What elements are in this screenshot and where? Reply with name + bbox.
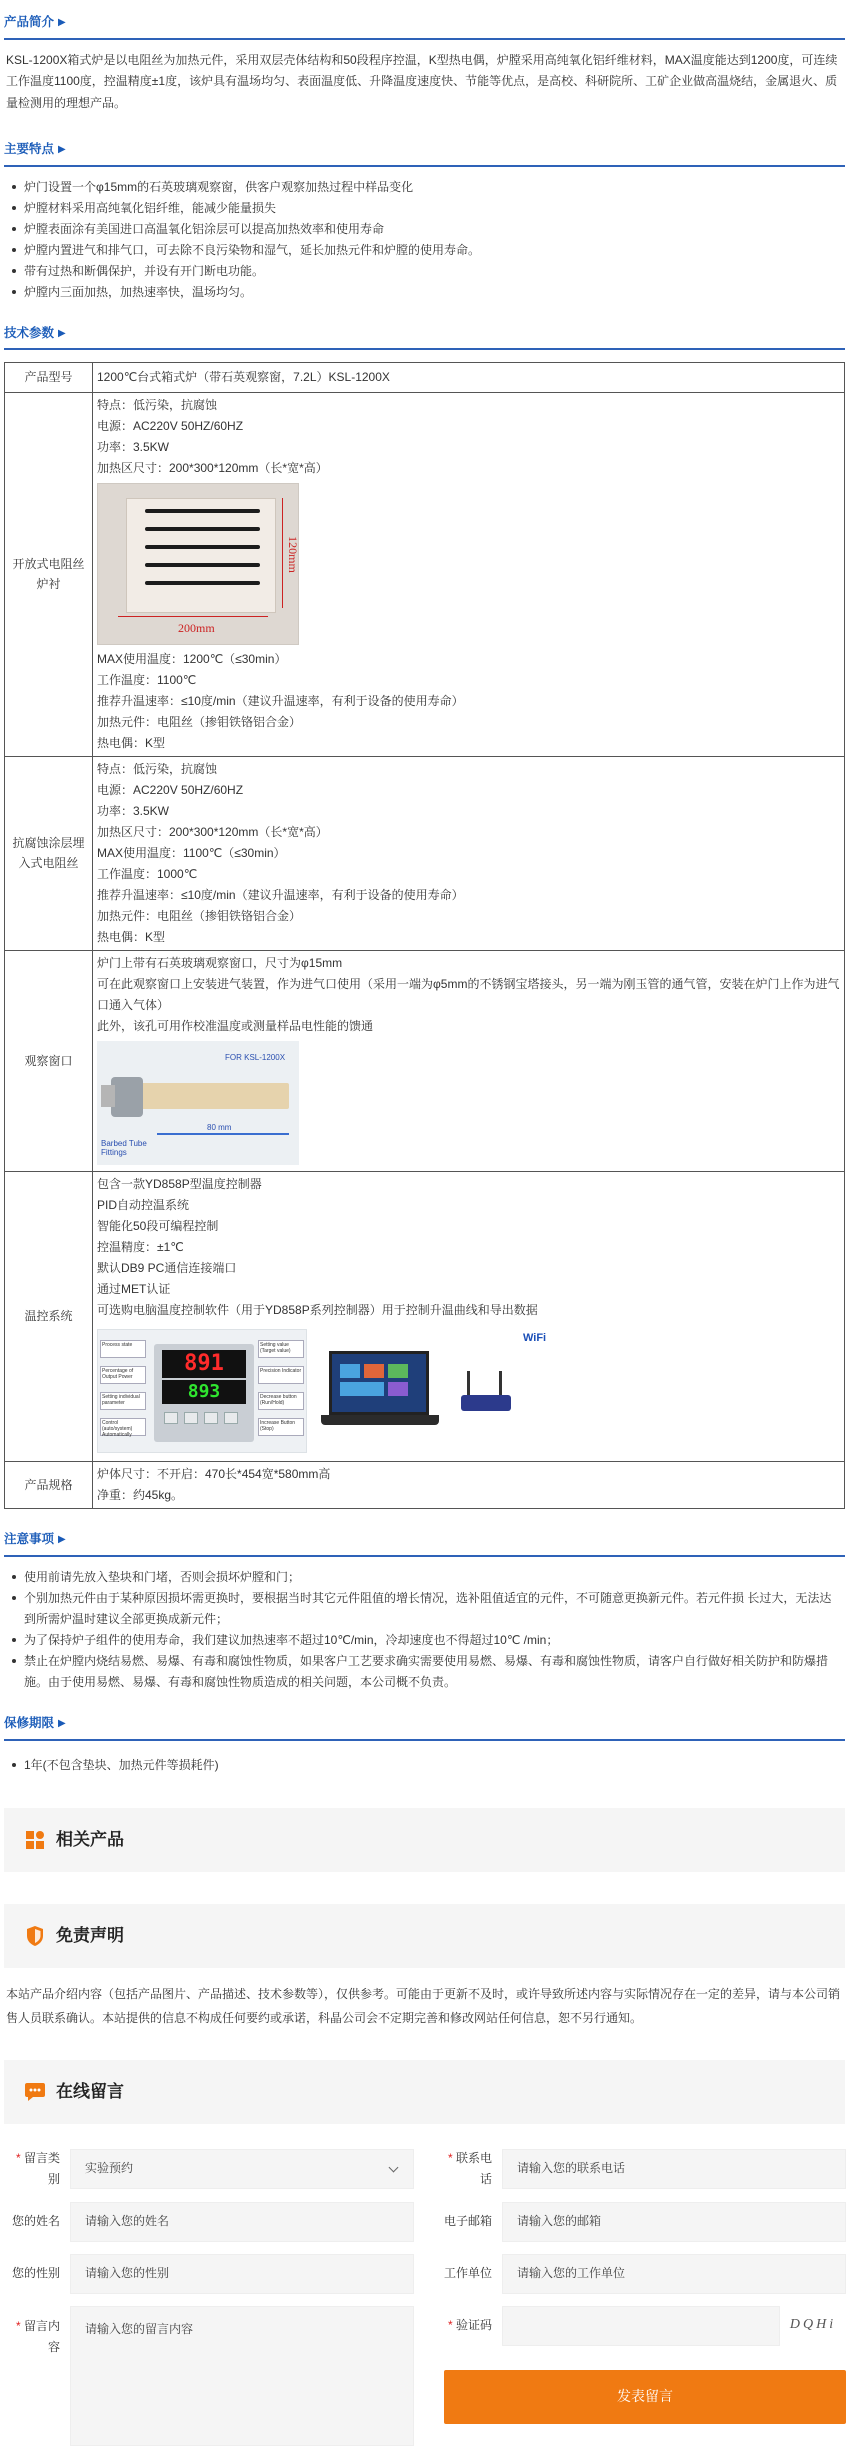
table-row <box>5 1461 845 1508</box>
controller-images <box>95 1321 842 1459</box>
message-header <box>4 2060 845 2124</box>
controller-buttons <box>164 1412 238 1424</box>
content-row <box>4 2306 414 2446</box>
table-row <box>5 756 845 950</box>
chevron-down-icon <box>389 2162 399 2172</box>
email-label: 电子邮箱 <box>443 2214 492 2229</box>
captcha-input[interactable] <box>502 2306 780 2346</box>
email-input[interactable]: 请输入您的邮箱 <box>502 2202 846 2242</box>
spec-line: 此外，该孔可用作校准温度或测量样品电性能的馈通 <box>97 1018 374 1033</box>
gender-label: 您的性别 <box>11 2266 60 2281</box>
email-row <box>436 2202 846 2242</box>
features-title: 主要特点 <box>4 141 55 156</box>
spec-line: 炉体尺寸：不开启：470长*454宽*580mm高 <box>97 1466 331 1481</box>
open-element-value <box>93 392 845 756</box>
router-image <box>455 1365 515 1425</box>
spec-line: PID自动控温系统 <box>97 1197 190 1212</box>
notice-list <box>4 1557 845 1701</box>
disclaimer-header <box>4 1904 845 1968</box>
captcha-label: * 验证码 <box>447 2318 492 2333</box>
message-title: 在线留言 <box>56 2081 124 2101</box>
gender-row <box>4 2254 414 2294</box>
spec-line: 通过MET认证 <box>97 1281 171 1296</box>
spec-line: 加热元件：电阻丝（掺钼铁铬铝合金） <box>97 714 302 729</box>
intro-heading <box>4 6 845 40</box>
chat-bubble-icon <box>24 2081 46 2103</box>
callout-label: Precision Indicator <box>258 1366 304 1384</box>
table-row <box>5 950 845 1171</box>
flange <box>111 1077 143 1117</box>
chamber <box>126 498 276 613</box>
related-products-header <box>4 1808 845 1872</box>
spec-line: MAX使用温度：1100℃（≤30min） <box>97 845 286 860</box>
open-element-label: 开放式电阻丝炉衬 <box>5 392 93 756</box>
warranty-title: 保修期限 <box>4 1715 55 1730</box>
disclaimer-text: 本站产品介绍内容（包括产品图片、产品描述、技术参数等），仅供参考。可能由于更新不及时，或许导致所述内容与实际情况存在一定的差异，请与本公司销售人员联系确认。本站提供的信息不构成任何要约或承诺，科晶公司会不定期完善和修改网站任何信息，恕不另行通知。 <box>6 1986 841 2025</box>
list-item: 禁止在炉膛内烧结易燃、易爆、有毒和腐蚀性物质，如果客户工艺要求确实需要使用易燃、易爆、有毒和腐蚀性物质，请客户自行做好相关防护和防爆措施。由于使用易燃、易爆、有毒和腐蚀性物质造成的相关问题，本公司概不负责。 <box>10 1651 839 1693</box>
spec-line: 推荐升温速率：≤10度/min（建议升温速率，有利于设备的使用寿命） <box>97 693 464 708</box>
list-item: 使用前请先放入垫块和门堵，否则会损坏炉膛和门； <box>10 1567 839 1588</box>
callout-label: Setting value (Target value) <box>258 1340 304 1358</box>
spec-line: MAX使用温度：1200℃（≤30min） <box>97 651 287 666</box>
size-value <box>93 1461 845 1508</box>
spec-line: 包含一款YD858P型温度控制器 <box>97 1176 262 1191</box>
wifi-label: WiFi <box>523 1331 547 1344</box>
width-dimension-line <box>118 616 268 617</box>
notice-title: 注意事项 <box>4 1531 55 1546</box>
spec-line: 工作温度：1000℃ <box>97 866 198 881</box>
spec-line: 热电偶：K型 <box>97 735 166 750</box>
warranty-list <box>4 1741 845 1784</box>
product-caption: FOR KSL-1200X <box>225 1052 286 1062</box>
submit-button[interactable]: 发表留言 <box>444 2370 846 2424</box>
window-value <box>93 950 845 1171</box>
list-item: 炉门设置一个φ15mm的石英玻璃观察窗，供客户观察加热过程中样品变化 <box>10 177 839 198</box>
set-value-display: 893 <box>162 1380 246 1404</box>
spec-line: 加热元件：电阻丝（掺钼铁铬铝合金） <box>97 908 302 923</box>
features-heading <box>4 133 845 167</box>
spec-line: 净重：约45kg。 <box>97 1487 184 1502</box>
callout-label: Process state <box>100 1340 146 1358</box>
captcha-row <box>436 2306 846 2346</box>
type-row <box>4 2148 414 2190</box>
warranty-heading <box>4 1707 845 1741</box>
triangle-right-icon: ▶ <box>58 17 66 29</box>
table-row <box>5 1171 845 1461</box>
spec-line: 功率：3.5KW <box>97 803 170 818</box>
height-dimension-label: 120mm <box>285 535 300 573</box>
company-input[interactable]: 请输入您的工作单位 <box>502 2254 846 2294</box>
phone-input[interactable]: 请输入您的联系电话 <box>502 2149 846 2189</box>
window-label: 观察窗口 <box>5 950 93 1171</box>
features-list <box>4 167 845 311</box>
list-item: 炉膛内三面加热，加热速率快，温场均匀。 <box>10 282 839 303</box>
temp-control-label: 温控系统 <box>5 1171 93 1461</box>
triangle-right-icon: ▶ <box>58 327 66 339</box>
embed-element-label: 抗腐蚀涂层埋入式电阻丝 <box>5 756 93 950</box>
message-form <box>4 2124 845 2456</box>
captcha-submit-column <box>436 2306 846 2446</box>
content-textarea[interactable]: 请输入您的留言内容 <box>70 2306 414 2446</box>
spec-line: 热电偶：K型 <box>97 929 166 944</box>
phone-row <box>436 2148 846 2190</box>
spec-line: 加热区尺寸：200*300*120mm（长*宽*高） <box>97 824 328 839</box>
spec-line: 特点：低污染，抗腐蚀 <box>97 397 218 412</box>
spec-line: 功率：3.5KW <box>97 439 170 454</box>
shield-icon <box>24 1925 46 1947</box>
spec-line: 工作温度：1100℃ <box>97 672 197 687</box>
spec-line: 推荐升温速率：≤10度/min（建议升温速率，有利于设备的使用寿命） <box>97 887 464 902</box>
temperature-controller-image <box>97 1329 307 1453</box>
specs-heading <box>4 317 845 351</box>
name-label: 您的姓名 <box>11 2214 60 2229</box>
triangle-right-icon: ▶ <box>58 143 66 155</box>
model-value <box>93 363 845 392</box>
company-label: 工作单位 <box>443 2266 492 2281</box>
list-item: 炉膛内置进气和排气口，可去除不良污染物和湿气，延长加热元件和炉膛的使用寿命。 <box>10 240 839 261</box>
intro-title: 产品简介 <box>4 15 55 29</box>
callout-label: Setting individual parameter <box>100 1392 146 1410</box>
captcha-image[interactable]: DQHi <box>789 2317 837 2333</box>
fitting-caption: Barbed Tube Fittings <box>101 1138 147 1157</box>
gender-input[interactable]: 请输入您的性别 <box>70 2254 414 2294</box>
table-row <box>5 363 845 392</box>
model-label: 产品型号 <box>5 363 93 392</box>
table-row <box>5 392 845 756</box>
spec-line: 加热区尺寸：200*300*120mm（长*宽*高） <box>97 460 328 475</box>
intro-text: KSL-1200X箱式炉是以电阻丝为加热元件，采用双层壳体结构和50段程序控温，K型热电偶，炉膛采用高纯氧化铝纤维材料，MAX温度能达到1200度，可连续工作温度1100度，控温精度±1度，该炉具有温场均匀、表面温度低、升降温度速度快、节能等优点，是高校、科研院所、工矿企业做高温烧结，金属退火、质量检测用的理想产品。 <box>6 52 838 111</box>
callout-label: Increase Button (Stop) <box>258 1418 304 1436</box>
spec-line: 电源：AC220V 50HZ/60HZ <box>97 782 244 797</box>
grid-icon <box>24 1829 46 1851</box>
observation-window-image <box>97 1041 299 1165</box>
size-label: 产品规格 <box>5 1461 93 1508</box>
list-item: 个别加热元件由于某种原因损坏需更换时，要根据当时其它元件阻值的增长情况，选补阻值适宜的元件，不可随意更换新元件。若元件损 长过大，无法达到所需炉温时建议全部更换成新元件； <box>10 1588 839 1630</box>
furnace-chamber-image <box>97 483 299 645</box>
spec-line: 炉门上带有石英玻璃观察窗口，尺寸为φ15mm <box>97 955 343 970</box>
list-item: 1年(不包含垫块、加热元件等损耗件) <box>10 1755 839 1776</box>
spec-table <box>4 362 845 1508</box>
company-row <box>436 2254 846 2294</box>
laptop-image <box>321 1351 441 1433</box>
page <box>0 6 849 2456</box>
spec-line: 电源：AC220V 50HZ/60HZ <box>97 418 244 433</box>
alumina-tube <box>139 1083 289 1109</box>
model-value-text: 1200℃台式箱式炉（带石英观察窗，7.2L）KSL-1200X <box>97 370 390 385</box>
type-label: * 留言类别 <box>15 2150 60 2186</box>
process-value-display: 891 <box>162 1350 246 1378</box>
embed-element-value <box>93 756 845 950</box>
spec-line: 智能化50段可编程控制 <box>97 1218 219 1233</box>
length-caption: 80 mm <box>207 1122 232 1132</box>
type-select-value: 实验预约 <box>85 2161 134 2176</box>
temp-control-value <box>93 1171 845 1461</box>
spec-line: 默认DB9 PC通信连接端口 <box>97 1260 237 1275</box>
specs-title: 技术参数 <box>4 325 55 340</box>
related-title: 相关产品 <box>56 1829 124 1849</box>
width-dimension-label: 200mm <box>178 620 215 635</box>
name-row <box>4 2202 414 2242</box>
callout-label: Control (auto/system) Automatically <box>100 1418 146 1436</box>
content-label: * 留言内容 <box>15 2318 60 2354</box>
notice-heading <box>4 1523 845 1557</box>
callout-label: Decrease button (Run/Hold) <box>258 1392 304 1410</box>
barbed-fitting <box>101 1085 115 1107</box>
spec-line: 可选购电脑温度控制软件（用于YD858P系列控制器）用于控制升温曲线和导出数据 <box>97 1302 538 1317</box>
type-select[interactable] <box>70 2149 414 2189</box>
list-item: 炉膛材料采用高纯氧化铝纤维，能减少能量损失 <box>10 198 839 219</box>
disclaimer-title: 免责声明 <box>56 1925 124 1945</box>
triangle-right-icon: ▶ <box>58 1533 66 1545</box>
name-input[interactable]: 请输入您的姓名 <box>70 2202 414 2242</box>
list-item: 带有过热和断偶保护，并设有开门断电功能。 <box>10 261 839 282</box>
callout-label: Percentage of Output Power <box>100 1366 146 1384</box>
list-item: 为了保持炉子组件的使用寿命，我们建议加热速率不超过10℃/min，冷却速度也不得超过10℃ /min； <box>10 1630 839 1651</box>
list-item: 炉膛表面涂有美国进口高温氧化铝涂层可以提高加热效率和使用寿命 <box>10 219 839 240</box>
phone-label: * 联系电话 <box>447 2150 492 2186</box>
triangle-right-icon: ▶ <box>58 1717 66 1729</box>
spec-line: 控温精度：±1℃ <box>97 1239 184 1254</box>
spec-line: 可在此观察窗口上安装进气装置，作为进气口使用（采用一端为φ5mm的不锈钢宝塔接头，另一端为刚玉管的通气管，安装在炉门上作为进气口通入气体） <box>97 976 840 1012</box>
spec-line: 特点：低污染，抗腐蚀 <box>97 761 218 776</box>
